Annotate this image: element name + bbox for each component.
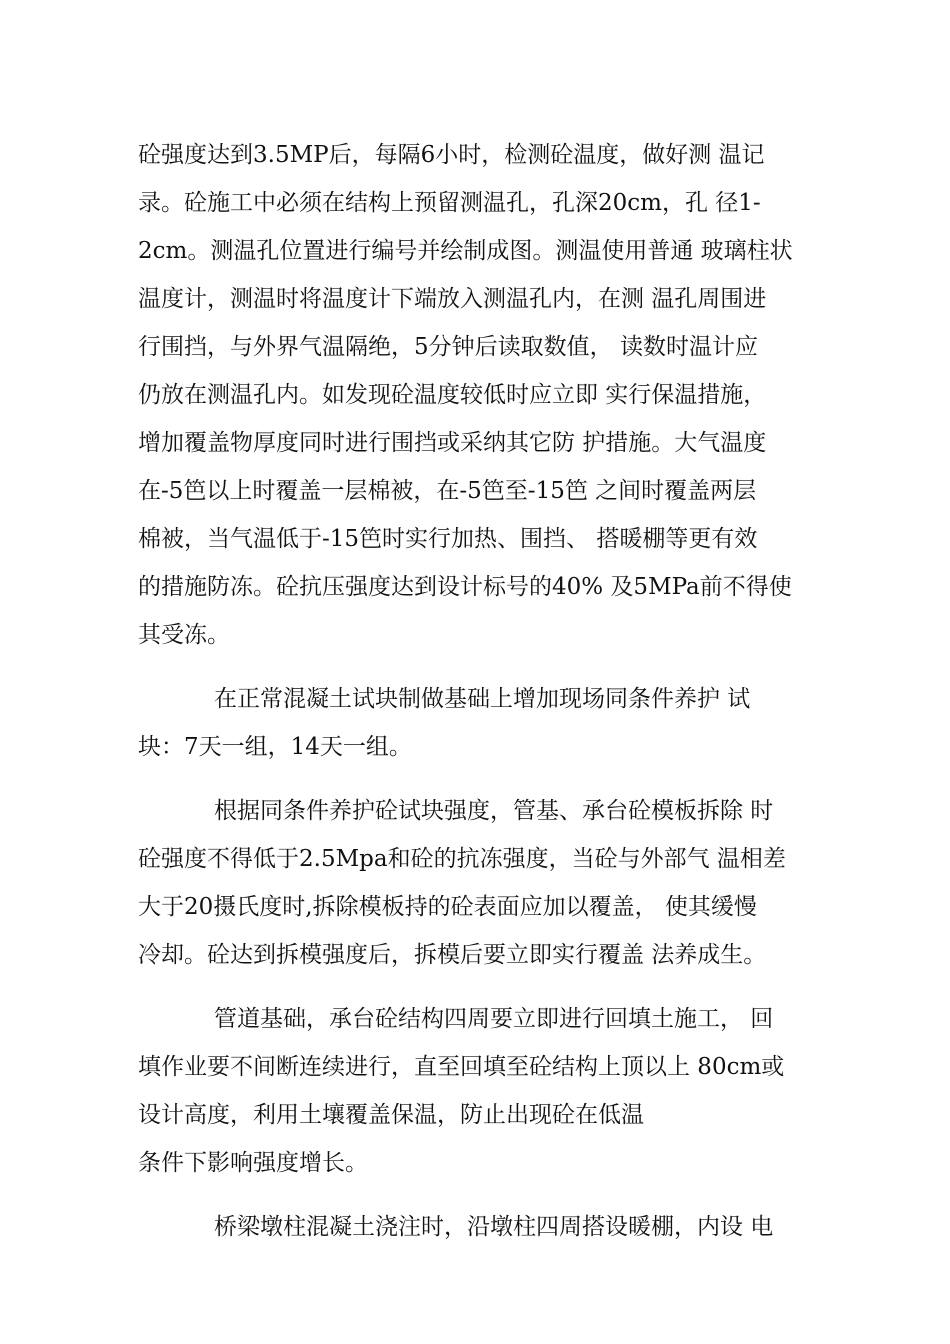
text-line: 增加覆盖物厚度同时进行围挡或采纳其它防 护措施。大气温度: [138, 430, 767, 456]
text-line: 砼强度不得低于2.5Mpa和砼的抗冻强度，当砼与外部气 温相差: [138, 846, 786, 872]
paragraph-first-line: 在正常混凝土试块制做基础上增加现场同条件养护 试: [214, 686, 751, 712]
text-line: 的措施防冻。砼抗压强度达到设计标号的40% 及5MPa前不得使: [138, 574, 792, 600]
paragraph-first-line: 根据同条件养护砼试块强度，管基、承台砼模板拆除 时: [214, 798, 774, 824]
text-line: 填作业要不间断连续进行，直至回填至砼结构上顶以上 80cm或: [138, 1054, 785, 1080]
text-line: 条件下影响强度增长。: [138, 1150, 368, 1176]
text-line: 2cm。测温孔位置进行编号并绘制成图。测温使用普通 玻璃柱状: [138, 238, 793, 264]
text-line: 仍放在测温孔内。如发现砼温度较低时应立即 实行保温措施，: [138, 382, 767, 408]
text-line: 温度计，测温时将温度计下端放入测温孔内，在测 温孔周围进: [138, 286, 767, 312]
text-line: 块：7天一组，14天一组。: [138, 734, 412, 760]
paragraph-first-line: 管道基础，承台砼结构四周要立即进行回填土施工， 回: [214, 1006, 774, 1032]
text-line: 设计高度，利用土壤覆盖保温，防止出现砼在低温: [138, 1102, 644, 1128]
text-line: 录。砼施工中必须在结构上预留测温孔，孔深20cm，孔 径1-: [138, 190, 761, 216]
text-line: 其受冻。: [138, 622, 230, 648]
text-line: 在-5笆以上时覆盖一层棉被，在-5笆至-15笆 之间时覆盖两层: [138, 478, 757, 504]
text-line: 行围挡，与外界气温隔绝，5分钟后读取数值， 读数时温计应: [138, 334, 758, 360]
text-line: 大于20摄氏度时,拆除模板持的砼表面应加以覆盖， 使其缓慢: [138, 894, 757, 920]
text-line: 冷却。砼达到拆模强度后，拆模后要立即实行覆盖 法养成生。: [138, 942, 767, 968]
text-line: 砼强度达到3.5MP后，每隔6小时，检测砼温度，做好测 温记: [138, 142, 765, 168]
paragraph-first-line: 桥梁墩柱混凝土浇注时，沿墩柱四周搭设暖棚，内设 电: [214, 1214, 774, 1240]
text-line: 棉被，当气温低于-15笆时实行加热、围挡、 搭暖棚等更有效: [138, 526, 758, 552]
